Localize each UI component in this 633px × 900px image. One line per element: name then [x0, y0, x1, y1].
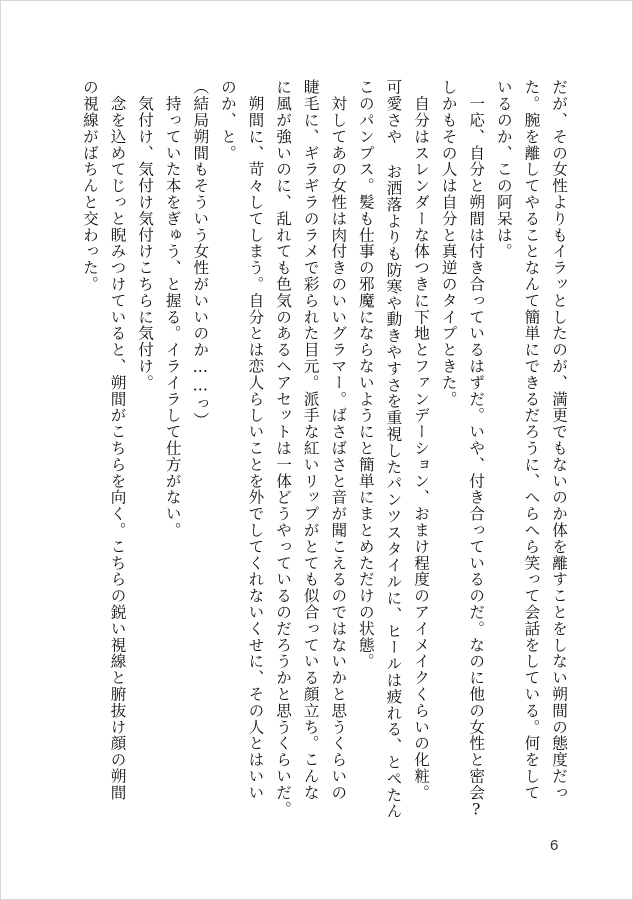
text-line: 持っていた本をぎゅう、と握る。イライラして仕方がない。: [163, 79, 182, 539]
text-line: 念を込めてじっと睨みつけていると、朔間がこちらを向く。こちらの鋭い視線と腑抜け顔の朔間: [108, 79, 127, 801]
text-line: しかもその人は自分と真逆のタイプときた。: [439, 79, 458, 407]
text-line: 対してあの女性は肉付きのいいグラマー。ばさばさと音が聞こえるのではないかと思うくらいの: [329, 79, 348, 801]
vertical-text-body: [52, 79, 572, 820]
text-line: いるのか、この阿呆は。: [494, 79, 513, 260]
text-line: 睫毛に、ギラギラのラメで彩られた目元。派手な紅いリップがとても似合っている顔立ち。こんな: [301, 79, 320, 801]
text-line: 朔間に、苛々してしまう。自分とは恋人らしいことを外でしてくれないくせに、その人とはいい: [246, 79, 265, 801]
text-line: た。腕を離してやることなんて簡単にできるだろうに、へらへら笑って会話をしている。何をして: [522, 79, 541, 801]
text-line: だが、その女性よりもイラッとしたのが、満更でもないのか体を離すことをしない朔間の態度だっ: [550, 79, 568, 801]
text-line: このパンプス。髪も仕事の邪魔にならないようにと簡単にまとめただけの状態。: [356, 79, 375, 670]
text-line: の視線がばちんと交わった。: [80, 79, 99, 293]
text-line: のか、と。: [218, 79, 237, 161]
text-line: に風が強いのに、乱れても色気のあるヘアセットは一体どうやっているのだろうかと思うくらいだ。: [274, 79, 293, 817]
text-line: （結局朔間もそういう女性がいいのか……っ）: [191, 79, 210, 429]
text-line: 自分はスレンダーな体つきに下地とファンデーション、おまけ程度のアイメイクくらいの化粧。: [412, 79, 431, 801]
page-number: 6: [550, 837, 559, 854]
text-line: 気付け、気付け気付けこちらに気付け。: [136, 79, 155, 391]
text-line: 一応、自分と朔間は付き合っているはずだ。いや、付き合っているのだ。なのに他の女性と密会?: [467, 79, 486, 820]
text-line: 可愛さや お洒落よりも防寒や動きやすさを重視したパンツスタイルに、ヒールは疲れる、とぺたん: [384, 79, 403, 820]
